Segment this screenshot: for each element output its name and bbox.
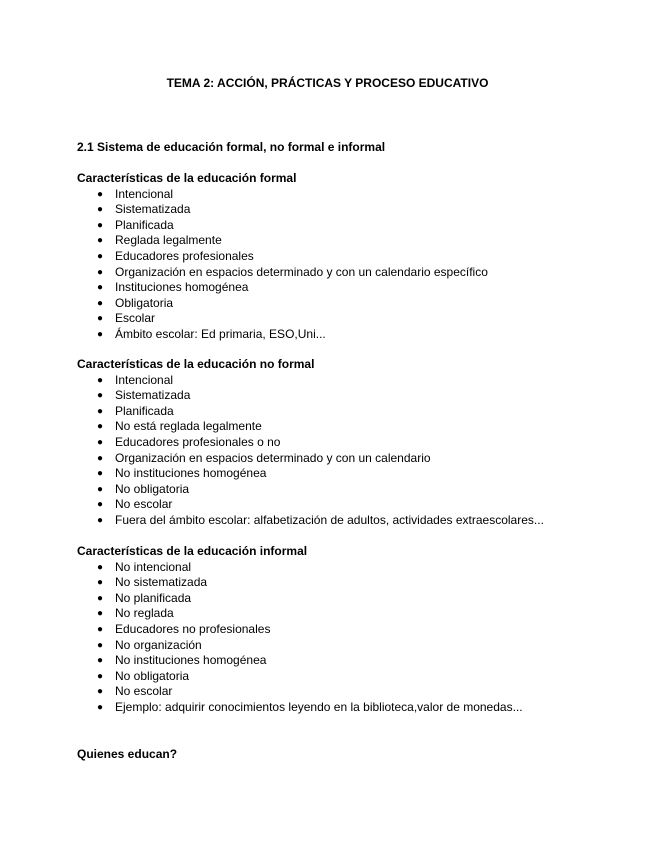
list-item-text: No sistematizada — [115, 575, 208, 590]
bullet-icon: ● — [97, 670, 104, 682]
list-item-text: Educadores profesionales o no — [115, 434, 281, 449]
bullet-icon: ● — [97, 188, 104, 200]
bullet-icon: ● — [97, 514, 104, 526]
list-item-text: Sistematizada — [115, 388, 191, 403]
bullet-icon: ● — [97, 608, 104, 620]
final-question: Quienes educan? — [77, 747, 178, 761]
list-item-text: No obligatoria — [115, 481, 190, 496]
list-item-text: Intencional — [115, 186, 174, 201]
block-non-formal — [77, 357, 544, 529]
list-item — [77, 684, 523, 700]
list-item — [77, 296, 488, 312]
bullet-icon: ● — [97, 390, 104, 402]
list-item — [77, 265, 488, 281]
list-item — [77, 622, 523, 638]
list-item — [77, 404, 544, 420]
list-item-text: Intencional — [115, 372, 174, 387]
bullet-icon: ● — [97, 452, 104, 464]
list-item — [77, 233, 488, 249]
list-item — [77, 373, 544, 389]
list-item-text: Fuera del ámbito escolar: alfabetización de adultos, actividades extraescolares... — [115, 512, 544, 527]
list-item — [77, 419, 544, 435]
list-item-text: Ámbito escolar: Ed primaria, ESO,Uni... — [115, 326, 326, 341]
bullet-icon: ● — [97, 468, 104, 480]
list-item — [77, 280, 488, 296]
list-item — [77, 202, 488, 218]
bullet-icon: ● — [97, 204, 104, 216]
bullet-icon: ● — [97, 623, 104, 635]
list-item — [77, 653, 523, 669]
bullet-icon: ● — [97, 436, 104, 448]
list-item — [77, 435, 544, 451]
bullet-icon: ● — [97, 483, 104, 495]
list-item — [77, 218, 488, 234]
list-item-text: No reglada — [115, 606, 174, 621]
list-item — [77, 497, 544, 513]
list-item — [77, 482, 544, 498]
section-title: 2.1 Sistema de educación formal, no formal e informal — [77, 140, 386, 154]
list-item-text: Organización en espacios determinado y con un calendario específico — [115, 264, 488, 279]
bullet-icon: ● — [97, 282, 104, 294]
list-item — [77, 700, 523, 716]
list-item — [77, 249, 488, 265]
bullet-list — [77, 560, 523, 716]
bullet-icon: ● — [97, 235, 104, 247]
list-item-text: Ejemplo: adquirir conocimientos leyendo en la biblioteca,valor de monedas... — [115, 699, 523, 714]
list-item — [77, 466, 544, 482]
block-heading: Características de la educación informal — [77, 544, 308, 558]
list-item-text: Instituciones homogénea — [115, 280, 249, 295]
list-item — [77, 311, 488, 327]
block-heading: Características de la educación no formal — [77, 357, 315, 371]
bullet-list — [77, 373, 544, 529]
bullet-icon: ● — [97, 655, 104, 667]
bullet-icon: ● — [97, 374, 104, 386]
bullet-icon: ● — [97, 561, 104, 573]
bullet-icon: ● — [97, 686, 104, 698]
bullet-icon: ● — [97, 592, 104, 604]
list-item-text: Sistematizada — [115, 202, 191, 217]
list-item-text: No planificada — [115, 590, 192, 605]
list-item — [77, 513, 544, 529]
document-title: TEMA 2: ACCIÓN, PRÁCTICAS Y PROCESO EDUCATIVO — [166, 76, 489, 90]
list-item-text: No está reglada legalmente — [115, 419, 262, 434]
list-item-text: No instituciones homogénea — [115, 466, 267, 481]
list-item-text: Organización en espacios determinado y con un calendario — [115, 450, 431, 465]
list-item-text: Educadores profesionales — [115, 248, 254, 263]
list-item — [77, 669, 523, 685]
list-item-text: Planificada — [115, 217, 174, 232]
list-item-text: Obligatoria — [115, 295, 174, 310]
list-item-text: Planificada — [115, 403, 174, 418]
list-item-text: No intencional — [115, 559, 192, 574]
list-item-text: Escolar — [115, 311, 156, 326]
bullet-icon: ● — [97, 297, 104, 309]
list-item — [77, 638, 523, 654]
list-item-text: No instituciones homogénea — [115, 653, 267, 668]
bullet-icon: ● — [97, 328, 104, 340]
block-formal — [77, 171, 488, 343]
block-informal — [77, 544, 523, 716]
bullet-icon: ● — [97, 639, 104, 651]
bullet-icon: ● — [97, 313, 104, 325]
bullet-icon: ● — [97, 577, 104, 589]
bullet-icon: ● — [97, 405, 104, 417]
list-item-text: Reglada legalmente — [115, 233, 222, 248]
bullet-icon: ● — [97, 250, 104, 262]
list-item — [77, 388, 544, 404]
list-item — [77, 560, 523, 576]
list-item — [77, 606, 523, 622]
list-item-text: Educadores no profesionales — [115, 621, 271, 636]
block-heading: Características de la educación formal — [77, 171, 297, 185]
list-item-text: No escolar — [115, 684, 173, 699]
list-item — [77, 451, 544, 467]
bullet-icon: ● — [97, 266, 104, 278]
bullet-icon: ● — [97, 421, 104, 433]
list-item-text: No obligatoria — [115, 668, 190, 683]
list-item — [77, 575, 523, 591]
list-item-text: No organización — [115, 637, 202, 652]
list-item — [77, 187, 488, 203]
bullet-icon: ● — [97, 701, 104, 713]
list-item — [77, 591, 523, 607]
bullet-icon: ● — [97, 499, 104, 511]
list-item-text: No escolar — [115, 497, 173, 512]
bullet-icon: ● — [97, 219, 104, 231]
list-item — [77, 327, 488, 343]
bullet-list — [77, 187, 488, 343]
